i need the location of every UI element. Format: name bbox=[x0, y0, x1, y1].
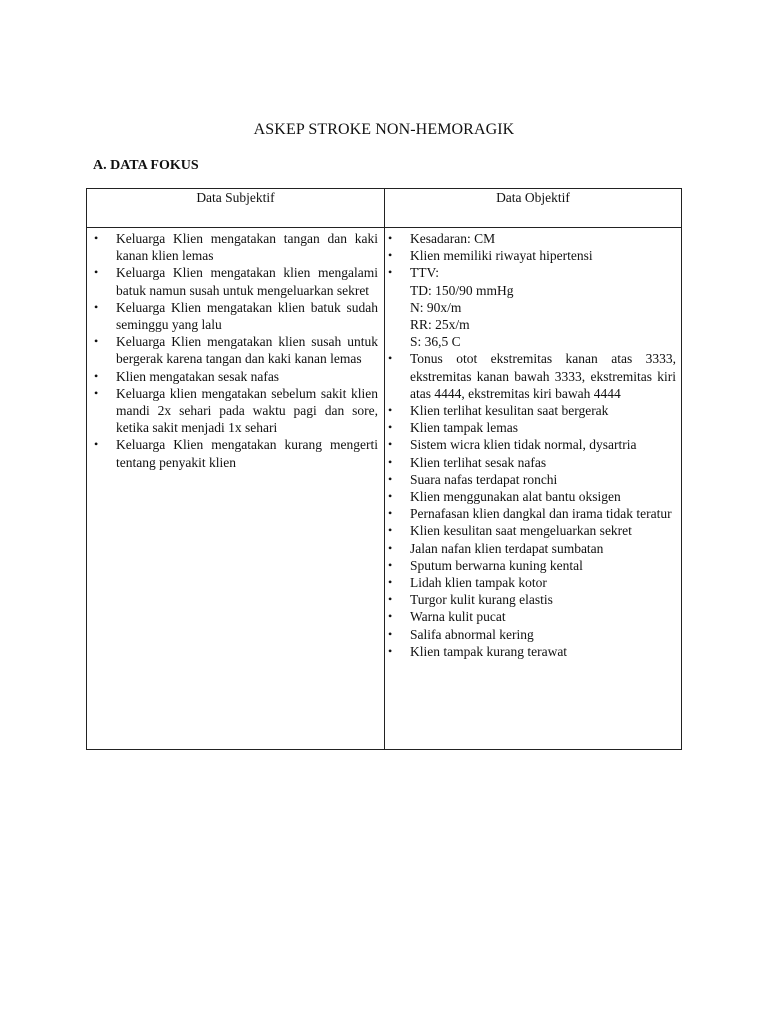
objektif-item-text: Lidah klien tampak kotor bbox=[410, 575, 547, 591]
objektif-item-text: Suara nafas terdapat ronchi bbox=[410, 471, 558, 487]
list-item bbox=[388, 505, 676, 522]
objektif-item-text: Sputum berwarna kuning kental bbox=[410, 557, 583, 573]
list-item bbox=[388, 540, 676, 557]
subjektif-list bbox=[94, 230, 378, 471]
list-item bbox=[388, 350, 676, 402]
bullet-icon: • bbox=[388, 626, 393, 641]
bullet-icon: • bbox=[388, 231, 393, 245]
bullet-icon: • bbox=[388, 248, 393, 263]
objektif-list bbox=[388, 230, 676, 660]
section-heading: A. DATA FOKUS bbox=[93, 158, 199, 173]
bullet-icon: • bbox=[388, 420, 393, 435]
list-item bbox=[388, 247, 676, 264]
list-item bbox=[388, 488, 676, 505]
bullet-icon: • bbox=[388, 351, 393, 366]
list-item-ttv bbox=[388, 264, 676, 350]
list-item bbox=[94, 230, 378, 264]
ttv-label: TTV: bbox=[410, 265, 439, 281]
objektif-item-text: Tonus otot ekstremitas kanan atas 3333, ekstremitas kanan bawah 3333, ekstremitas kiri atas 4444, ekstremitas kiri bawah 4444 bbox=[410, 351, 676, 401]
objektif-item-text: Klien terlihat sesak nafas bbox=[410, 454, 547, 470]
subjektif-item-text: Keluarga Klien mengatakan klien susah untuk bergerak karena tangan dan kaki kanan lemas bbox=[116, 334, 378, 367]
list-item bbox=[94, 264, 378, 298]
header-data-subjektif: Data Subjektif bbox=[196, 190, 275, 205]
list-item bbox=[94, 385, 378, 437]
bullet-icon: • bbox=[388, 471, 393, 486]
list-item bbox=[388, 230, 676, 247]
bullet-icon: • bbox=[388, 557, 393, 572]
subjektif-item-text: Keluarga Klien mengatakan klien mengalami batuk namun susah untuk mengeluarkan sekret bbox=[116, 265, 378, 298]
bullet-icon: • bbox=[388, 592, 393, 607]
bullet-icon: • bbox=[94, 334, 99, 349]
objektif-item-text: Kesadaran: CM bbox=[410, 231, 496, 246]
list-item bbox=[388, 402, 676, 419]
list-item bbox=[388, 608, 676, 625]
document-title: ASKEP STROKE NON-HEMORAGIK bbox=[253, 121, 515, 138]
ttv-td: TD: 150/90 mmHg bbox=[410, 282, 514, 298]
bullet-icon: • bbox=[388, 643, 393, 658]
subjektif-item-text: Keluarga Klien mengatakan kurang mengerti tentang penyakit klien bbox=[116, 437, 378, 470]
objektif-item-text: Salifa abnormal kering bbox=[410, 626, 534, 642]
bullet-icon: • bbox=[388, 454, 393, 469]
bullet-icon: • bbox=[388, 540, 393, 555]
objektif-item-text: Warna kulit pucat bbox=[410, 609, 506, 625]
bullet-icon: • bbox=[388, 265, 393, 280]
bullet-icon: • bbox=[388, 489, 393, 504]
column-divider bbox=[384, 189, 385, 749]
ttv-n: N: 90x/m bbox=[410, 299, 462, 315]
bullet-icon: • bbox=[388, 403, 393, 418]
bullet-icon: • bbox=[94, 437, 99, 452]
list-item bbox=[388, 626, 676, 643]
list-item bbox=[388, 557, 676, 574]
objektif-item-text: Jalan nafan klien terdapat sumbatan bbox=[410, 540, 604, 556]
list-item bbox=[388, 471, 676, 488]
list-item bbox=[94, 436, 378, 470]
list-item bbox=[388, 522, 676, 539]
list-item bbox=[388, 574, 676, 591]
header-data-objektif: Data Objektif bbox=[496, 190, 570, 205]
subjektif-item-text: Keluarga klien mengatakan sebelum sakit klien mandi 2x sehari pada waktu pagi dan sore, ketika sakit menjadi 1x sehari bbox=[116, 385, 378, 436]
ttv-s: S: 36,5 C bbox=[410, 334, 461, 350]
objektif-item-text: Turgor kulit kurang elastis bbox=[410, 592, 553, 608]
bullet-icon: • bbox=[94, 299, 99, 314]
objektif-item-text: Klien terlihat kesulitan saat bergerak bbox=[410, 403, 609, 419]
subjektif-item-text: Keluarga Klien mengatakan tangan dan kaki kanan klien lemas bbox=[116, 231, 378, 264]
data-fokus-table bbox=[86, 188, 682, 750]
bullet-icon: • bbox=[388, 506, 393, 521]
list-item bbox=[94, 299, 378, 333]
subjektif-item-text: Keluarga Klien mengatakan klien batuk sudah seminggu yang lalu bbox=[116, 299, 378, 333]
bullet-icon: • bbox=[94, 385, 99, 400]
list-item bbox=[388, 591, 676, 608]
objektif-item-text: Pernafasan klien dangkal dan irama tidak teratur bbox=[410, 506, 672, 522]
bullet-icon: • bbox=[388, 575, 393, 590]
header-row-divider bbox=[87, 227, 681, 228]
list-item bbox=[388, 454, 676, 471]
bullet-icon: • bbox=[94, 368, 99, 383]
list-item bbox=[388, 419, 676, 436]
list-item bbox=[94, 333, 378, 367]
bullet-icon: • bbox=[388, 609, 393, 624]
bullet-icon: • bbox=[94, 231, 99, 245]
bullet-icon: • bbox=[388, 523, 393, 538]
bullet-icon: • bbox=[388, 437, 393, 452]
objektif-item-text: Klien tampak kurang terawat bbox=[410, 643, 568, 659]
ttv-rr: RR: 25x/m bbox=[410, 317, 470, 333]
objektif-item-text: Sistem wicra klien tidak normal, dysartria bbox=[410, 437, 637, 453]
subjektif-item-text: Klien mengatakan sesak nafas bbox=[116, 368, 280, 384]
bullet-icon: • bbox=[94, 265, 99, 280]
list-item bbox=[388, 436, 676, 453]
list-item bbox=[388, 643, 676, 660]
objektif-item-text: Klien memiliki riwayat hipertensi bbox=[410, 248, 593, 264]
objektif-item-text: Klien tampak lemas bbox=[410, 420, 518, 436]
objektif-item-text: Klien kesulitan saat mengeluarkan sekret bbox=[410, 523, 632, 539]
list-item bbox=[94, 368, 378, 385]
objektif-item-text: Klien menggunakan alat bantu oksigen bbox=[410, 489, 621, 505]
